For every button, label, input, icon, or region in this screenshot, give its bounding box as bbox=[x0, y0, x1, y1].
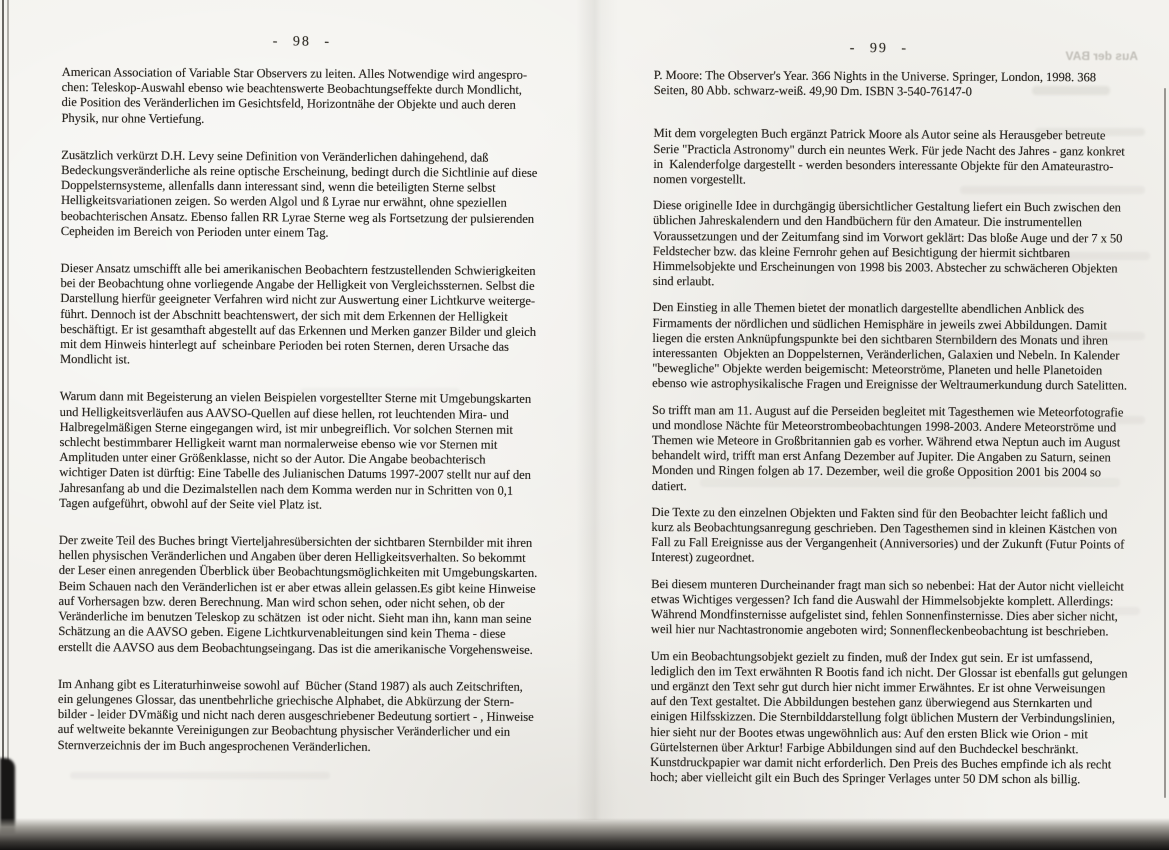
page-number-left: - 98 - bbox=[272, 34, 332, 50]
paragraph: Zusätzlich verkürzt D.H. Levy seine Definition von Veränderlichen dahingehend, daß Bedeckungsveränderliche als reine optische Erscheinung, bedingt durch die Sichtlinie auf diese Doppelsternsysteme, allenfalls dann interessant sind, wenn die beteiligten Sterne selbst Helligkeitsvariationen zeigen. So werden Algol und ß Lyrae nur erwähnt, ohne speziellen beobachterischen Ansatz. Ebenso fallen RR Lyrae Sterne weg als Fortsetzung der pulsierenden Cepheiden im Bereich von Perioden unter einem Tag. bbox=[60, 147, 538, 240]
page-number-right: - 99 - bbox=[849, 41, 909, 57]
paragraph: Mit dem vorgelegten Buch ergänzt Patrick Moore als Autor seine als Herausgeber betreute Serie "Practicla Astronomy" durch ein neuntes Werk. Für jede Nacht des Jahres - ganz konkret in Kalenderfolge dargestellt - werden besonders interessante Objekte für den Amateurastro- nomen vorgestellt. bbox=[653, 126, 1125, 187]
binding-edge-line bbox=[7, 0, 9, 833]
page-edge-line bbox=[1164, 88, 1166, 798]
scan-artifact bbox=[930, 332, 1145, 340]
scan-artifact bbox=[1032, 86, 1110, 95]
binding-edge-line bbox=[2, 0, 4, 850]
scan-artifact bbox=[700, 478, 1120, 487]
scan-artifact bbox=[300, 388, 460, 395]
paragraph: Im Anhang gibt es Literaturhinweise sowohl auf Bücher (Stand 1987) als auch Zeitschriften, ein gelungenes Glossar, das unentbehrliche griechische Alphabet, die Abkürzung der Stern- bilder - leider DVmäßig und nicht nach deren ausgeschriebener Bedeutung sortiert - , Hinweise auf weltweite bekannte Vereinigungen zur Beobachtung physischer Veränderlicher und ein Sternverzeichnis der im Buch angesprochenen Veränderlichen. bbox=[57, 676, 534, 754]
scan-artifact bbox=[945, 607, 1140, 615]
page-98 bbox=[57, 33, 574, 778]
page-gutter-shadow bbox=[576, 0, 618, 820]
paragraph: Der zweite Teil des Buches bringt Vierteljahresübersichten der sichtbaren Sternbilder mit ihren hellen physischen Veränderlichen und Angaben über deren Helligkeitsverhalten. So bekommt der Leser einen anregenden Überblick über Beobachtungsmöglichkeiten mit Umgebungskarten. Beim Schauen nach den Veränderlichen ist er aber etwas allein gelassen.Es gibt keine Hinweise auf Vorhersagen bzw. deren Berechnung. Man wird schon sehen, oder nicht sehen, ob der Veränderliche im benutzen Teleskop zu schätzen ist oder nicht. Sieht man ihn, kann man seine Schätzung an die AAVSO geben. Eigene Lichtkurvenableitungen sind kein Thema - diese erstellt die AAVSO aus dem Beobachtungseingang. Das ist die amerikanische Vorgehensweise. bbox=[58, 533, 538, 657]
paragraph: Bei diesem munteren Durcheinander fragt man sich so nebenbei: Hat der Autor nicht vielleicht etwas Wichtiges vergessen? Ich fand die Auswahl der Himmelsobjekte komplett. Allerdings: Während Mondfinsternisse aufgelistet sind, fehlen Sonnenfinsternisse. Dies aber sicher nicht, weil hier nur Nachtastronomie angeboten wird; Sonnenfleckenbeobachtung ist beschrieben. bbox=[650, 576, 1124, 639]
paragraph: Warum dann mit Begeisterung an vielen Beispielen vorgestellter Sterne mit Umgebungskarten und Helligkeitsverläufen aus AAVSO-Quellen auf diese hellen, rot leuchtenden Mira- und Halbregelmäßigen Sterne eingegangen wird, ist mir unbegreiflich. Vor solchen Sternen mit schlecht bestimmbarer Helligkeit warnt man normalerweise ebenso wie vor Sternen mit Amplituden unter einer Größenklasse, nicht so der Autor. Die Angabe beobachterisch wichtiger Daten ist dürftig: Eine Tabelle des Julianischen Datums 1997-2007 stellt nur auf den Jahresanfang ab und die Dezimalstellen nach dem Komma werden nur in Schritten von 0,1 Tagen aufgeführt, obwohl auf der Seite viel Platz ist. bbox=[59, 389, 532, 512]
paragraph: Die Texte zu den einzelnen Objekten und Fakten sind für den Beobachter leicht faßlich und kurz als Beobachtungsanregung geschrieben. Den Tagesthemen sind in kleinen Kästchen von Fall zu Fall Ereignisse aus der Vergangenheit (Anniversories) und der Zukunft (Futur Points of Interest) zugeordnet. bbox=[651, 504, 1125, 566]
paragraph: So trifft man am 11. August auf die Perseiden begleitet mit Tagesthemen wie Meteorfotografie und mondlose Nächte für Meteorstrombeobachtungen 1998-2003. Andere Meteorströme und Themen wie Meteore in Großbritannien gab es vorher. Während etwa Neptun auch im August behandelt wird, trifft man erst Anfang Dezember auf Jupiter. Die Angaben zu Saturn, seinen Monden und Ringen folgen ab 17. Dezember, weil die große Opposition 2001 bis 2004 so datiert. bbox=[651, 402, 1124, 493]
bleed-through-text: Aus der BAV bbox=[1065, 49, 1138, 63]
scanner-bottom-shadow bbox=[0, 818, 1169, 850]
paragraph: American Association of Variable Star Observers zu leiten. Alles Notwendige wird angespro- chen: Teleskop-Auswahl ebenso wie beachtenswerte Beobachtungseffekte durch Mondlicht, die Position des Veränderlichen im Gesichtsfeld, Horizontnähe der Objekte und auch deren Physik, nur ohne Vertiefung. bbox=[61, 64, 528, 126]
paragraph: Um ein Beobachtungsobjekt gezielt zu finden, muß der Index gut sein. Er ist umfassend, lediglich den im Text erwähnten R Bootis fand ich nicht. Der Glossar ist ebenfalls gut gelungen und ergänzt den Text sehr gut durch hier nicht immer Erwähntes. Er ist ohne Verweisungen auf den Text gestaltet. Die Abbildungen bestehen ganz überwiegend aus Sternkarten und einigen Hilfsskizzen. Die Sternbilddarstellung folgt üblichen Mustern der Verbindungslinien, hier sieht nur der Bootes etwas ungewöhnlich aus: Auf den ersten Blick wie Orion - mit Gürtelsternen über Arktur! Farbige Abbildungen sind auf den Buchdeckel beschränkt. Kunstdruckpapier war damit nicht erforderlich. Den Preis des Buches empfinde ich als recht hoch; aber vielleicht gilt ein Buch des Springer Verlages unter 50 DM schon als billig. bbox=[650, 648, 1128, 787]
scan-artifact bbox=[1000, 252, 1150, 260]
scan-artifact bbox=[960, 186, 1145, 194]
paragraph: Diese originelle Idee in durchgängig übersichtlicher Gestaltung liefert ein Buch zwischen den üblichen Jahreskalendern und den Handbüchern für den Amateur. Die instrumentellen Voraussetzungen und der Zeitumfang sind im Vorwort geklärt: Das bloße Auge und der 7 x 50 Feldstecher bzw. das kleine Fernrohr gehen auf Besichtigung der hiermit sichtbaren Himmelsobjekte und Erscheinungen von 1998 bis 2003. Abstecher zu schwächeren Objekten sind erlaubt. bbox=[652, 198, 1123, 289]
scan-artifact bbox=[1035, 128, 1145, 136]
book-citation: P. Moore: The Observer's Year. 366 Nights in the Universe. Springer, London, 1998. 368 Seiten, 80 Abb. schwarz-weiß. 49,90 Dm. ISBN 3-540-76147-0 bbox=[653, 67, 1097, 99]
paragraph: Dieser Ansatz umschifft alle bei amerikanischen Beobachtern festzustellenden Schwierigkeiten bei der Beobachtung ohne vorliegende Angabe der Helligkeit von Vergleichssternen. Selbst die Darstellung hierfür geeigneter Verfahren wird nicht zur Auswertung einer Lichtkurve weiterge- führt. Dennoch ist der Abschnitt beachtenswert, der sich mit dem Erkennen der Helligkeit beschäftigt. Er ist gesamthaft abgestellt auf das Erkennen und Merken ganzer Bilder und gleich mit dem Hinweis hinterlegt auf scheinbare Perioden bei roten Sternen, deren Ursache das Mondlicht ist. bbox=[59, 261, 537, 367]
scan-artifact bbox=[1010, 416, 1145, 424]
scan-artifact bbox=[70, 772, 330, 779]
paragraph: Den Einstieg in alle Themen bietet der monatlich dargestellte abendlichen Anblick des Firmaments der nördlichen und südlichen Hemisphäre in jeweils zwei Abbildungen. Damit liegen die ersten Anknüpfungspunkte bei den sichtbaren Sternbildern des Monats und ihren interessanten Objekten an Doppelsternen, Veränderlichen, Galaxien und Nebeln. In Kalender "bewegliche" Objekte werden beigemischt: Meteorströme, Planeten und helle Planetoiden ebenso wie astrophysikalische Fragen und Ereignisse der Weltraumerkundung durch Satelitten. bbox=[652, 300, 1127, 393]
